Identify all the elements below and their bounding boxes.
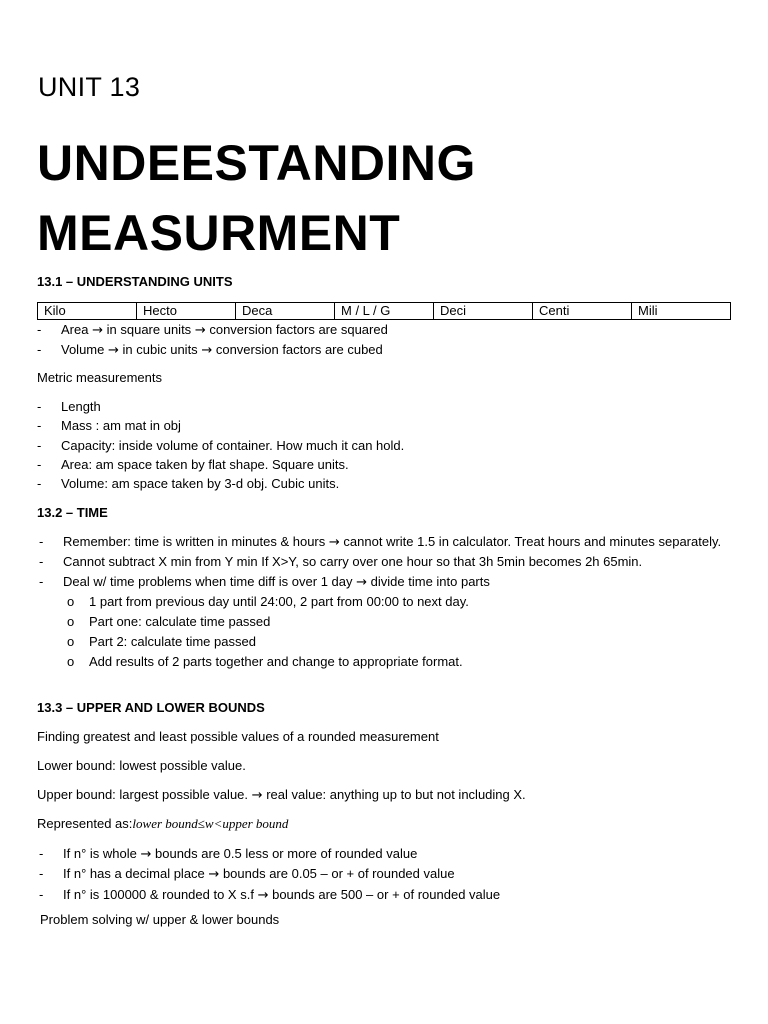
table-cell: Deci xyxy=(434,303,533,320)
arrow-icon: → xyxy=(92,323,103,338)
list-item xyxy=(37,455,731,474)
table-cell: Deca xyxy=(236,303,335,320)
list-item-text: in square units xyxy=(106,322,192,337)
title-line-1: UNDEESTANDING xyxy=(37,135,476,191)
arrow-icon: → xyxy=(251,788,263,803)
sublist-item-text: Add results of 2 parts together and change to appropriate format. xyxy=(89,653,463,669)
list-item xyxy=(37,436,731,455)
list-item xyxy=(39,552,733,571)
list-item xyxy=(39,864,733,884)
list-item-text: conversion factors are cubed xyxy=(215,342,383,358)
sublist-item xyxy=(63,592,733,612)
sublist-item-text: Part one: calculate time passed xyxy=(89,613,271,629)
unit-label: UNIT 13 xyxy=(38,72,141,102)
list-item-text: bounds are 0.05 – or + of rounded value xyxy=(222,866,455,882)
dash-bullet: - xyxy=(39,534,44,549)
table-row xyxy=(38,303,731,320)
bounds-representation xyxy=(37,816,288,832)
section-13-2-heading: 13.2 – TIME xyxy=(37,505,108,520)
table-cell: Mili xyxy=(632,303,731,320)
arrow-icon: → xyxy=(328,535,340,550)
page-title xyxy=(37,128,476,268)
upper-bound-text: real value: anything up to but not including X. xyxy=(266,787,526,802)
arrow-icon: → xyxy=(208,867,220,883)
dash-bullet: - xyxy=(39,573,44,589)
list-item xyxy=(39,532,733,552)
table-cell: Kilo xyxy=(38,303,137,320)
list-item xyxy=(39,844,733,864)
bounds-list xyxy=(39,844,733,905)
list-item-text: Volume xyxy=(61,342,105,358)
representation-label: Represented as: xyxy=(37,816,133,831)
time-list xyxy=(39,532,733,672)
list-item-text: If n° is 100000 & rounded to X s.f xyxy=(63,886,254,902)
sublist-item xyxy=(63,632,733,652)
list-item-text: Volume: am space taken by 3-d obj. Cubic units. xyxy=(61,476,340,492)
list-item xyxy=(37,340,731,360)
list-item xyxy=(37,474,731,493)
problem-solving-label: Problem solving w/ upper & lower bounds xyxy=(40,912,280,927)
list-item-text: Capacity: inside volume of container. How much it can hold. xyxy=(61,437,405,453)
list-item-text: divide time into parts xyxy=(370,573,490,589)
list-item-text: If n° has a decimal place xyxy=(63,866,205,882)
list-item-text: bounds are 0.5 less or more of rounded value xyxy=(155,846,418,861)
circle-bullet-icon: o xyxy=(67,593,75,609)
dash-bullet: - xyxy=(39,846,44,861)
arrow-icon: → xyxy=(140,847,152,862)
area-volume-list xyxy=(37,320,731,361)
upper-bound-text: Upper bound: largest possible value. xyxy=(37,787,249,802)
sublist-item-text: Part 2: calculate time passed xyxy=(89,633,256,649)
table-cell: Centi xyxy=(533,303,632,320)
list-item-text: cannot write 1.5 in calculator. Treat hours and minutes separately. xyxy=(343,534,722,549)
list-item-text: in cubic units xyxy=(122,342,198,358)
list-item-text: conversion factors are squared xyxy=(209,322,388,337)
time-sublist xyxy=(63,592,733,672)
list-item-text: If n° is whole xyxy=(63,846,137,861)
circle-bullet-icon: o xyxy=(67,613,75,629)
metric-list xyxy=(37,397,731,493)
dash-bullet: - xyxy=(37,342,42,358)
sublist-item-text: 1 part from previous day until 24:00, 2 part from 00:00 to next day. xyxy=(89,593,469,609)
list-item-text: Length xyxy=(61,399,101,414)
list-item-text: bounds are 500 – or + of rounded value xyxy=(272,886,501,902)
list-item-text: Cannot subtract X min from Y min If X>Y, so carry over one hour so that 3h 5min becomes 2h 65min. xyxy=(63,554,643,570)
arrow-icon: → xyxy=(356,574,368,590)
list-item xyxy=(39,885,733,905)
list-item xyxy=(39,572,733,672)
list-item-text: Area xyxy=(61,322,89,337)
dash-bullet: - xyxy=(37,322,42,337)
upper-bound-definition xyxy=(37,787,526,803)
inequality-formula: lower bound≤w<upper bound xyxy=(132,816,289,831)
circle-bullet-icon: o xyxy=(67,633,75,649)
title-line-2: MEASURMENT xyxy=(37,205,401,261)
dash-bullet: - xyxy=(39,886,44,902)
list-item xyxy=(37,416,731,435)
metric-prefix-table xyxy=(37,302,731,320)
table-cell: Hecto xyxy=(137,303,236,320)
section-13-1-heading: 13.1 – UNDERSTANDING UNITS xyxy=(37,274,233,289)
sublist-item xyxy=(63,652,733,672)
list-item xyxy=(37,320,731,340)
dash-bullet: - xyxy=(37,456,42,472)
dash-bullet: - xyxy=(37,418,42,434)
bounds-intro: Finding greatest and least possible values of a rounded measurement xyxy=(37,729,439,744)
circle-bullet-icon: o xyxy=(67,653,75,669)
list-item xyxy=(37,397,731,416)
list-item-text: Area: am space taken by flat shape. Square units. xyxy=(61,456,349,472)
list-item-text: Deal w/ time problems when time diff is over 1 day xyxy=(63,573,353,589)
metric-label: Metric measurements xyxy=(37,370,162,385)
lower-bound-definition: Lower bound: lowest possible value. xyxy=(37,758,246,773)
list-item-text: Mass : am mat in obj xyxy=(61,418,181,434)
arrow-icon: → xyxy=(194,323,206,338)
table-cell: M / L / G xyxy=(335,303,434,320)
dash-bullet: - xyxy=(37,399,42,414)
list-item-text: Remember: time is written in minutes & hours xyxy=(63,534,326,549)
arrow-icon: → xyxy=(201,343,213,359)
section-13-3-heading: 13.3 – UPPER AND LOWER BOUNDS xyxy=(37,700,265,715)
dash-bullet: - xyxy=(39,866,44,882)
dash-bullet: - xyxy=(39,554,44,570)
arrow-icon: → xyxy=(108,343,119,359)
arrow-icon: → xyxy=(257,887,269,903)
dash-bullet: - xyxy=(37,437,42,453)
sublist-item xyxy=(63,612,733,632)
dash-bullet: - xyxy=(37,476,42,492)
